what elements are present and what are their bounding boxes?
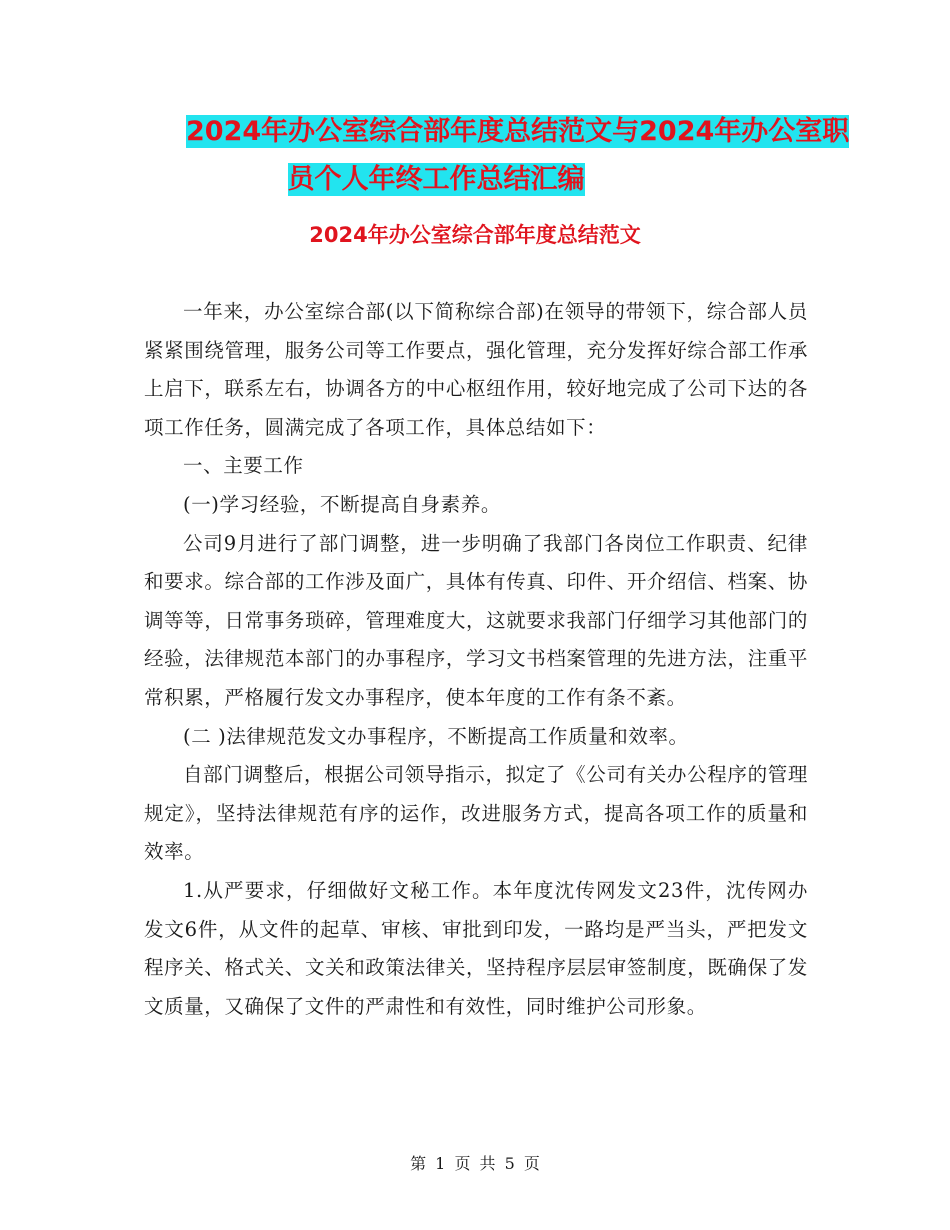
heading-main-work: 一、主要工作 (183, 454, 304, 478)
document-title-line2: 员个人年终工作总结汇编 (287, 164, 585, 195)
paragraph-secretarial: 1.从严要求，仔细做好文秘工作。本年度沈传网发文23件，沈传网办发文6件，从文件的起草、审核、审批到印发，一路均是严当头，严把发文程序关、格式关、文关和政策法律关，坚持程序层层审签制度，既确保了发文质量，又确保了文件的严肃性和有效性，同时维护公司形象。 (144, 878, 808, 1018)
document-title-line1: 2024年办公室综合部年度总结范文与2024年办公室职 (186, 116, 850, 147)
subheading-learning: (一)学习经验，不断提高自身素养。 (183, 492, 501, 516)
subheading-procedures: (二 )法律规范发文办事程序，不断提高工作质量和效率。 (183, 724, 689, 748)
paragraph-intro: 一年来，办公室综合部(以下简称综合部)在领导的带领下，综合部人员紧紧围绕管理，服务公司等工作要点，强化管理，充分发挥好综合部工作承上启下，联系左右，协调各方的中心枢纽作用，较好地完成了公司下达的各项工作任务，圆满完成了各项工作，具体总结如下： (144, 300, 808, 439)
section-title: 2024年办公室综合部年度总结范文 (309, 223, 641, 247)
page-footer: 第 1 页 共 5 页 (410, 1154, 540, 1173)
document-body (144, 293, 808, 1026)
paragraph-learning: 公司9月进行了部门调整，进一步明确了我部门各岗位工作职责、纪律和要求。综合部的工作涉及面广，具体有传真、印件、开介绍信、档案、协调等等，日常事务琐碎，管理难度大，这就要求我部门仔细学习其他部门的经验，法律规范本部门的办事程序，学习文书档案管理的先进方法，注重平常积累，严格履行发文办事程序，使本年度的工作有条不紊。 (144, 531, 808, 709)
paragraph-procedures: 自部门调整后，根据公司领导指示，拟定了《公司有关办公程序的管理规定》，坚持法律规范有序的运作，改进服务方式，提高各项工作的质量和效率。 (144, 763, 808, 864)
document-title (140, 112, 850, 200)
